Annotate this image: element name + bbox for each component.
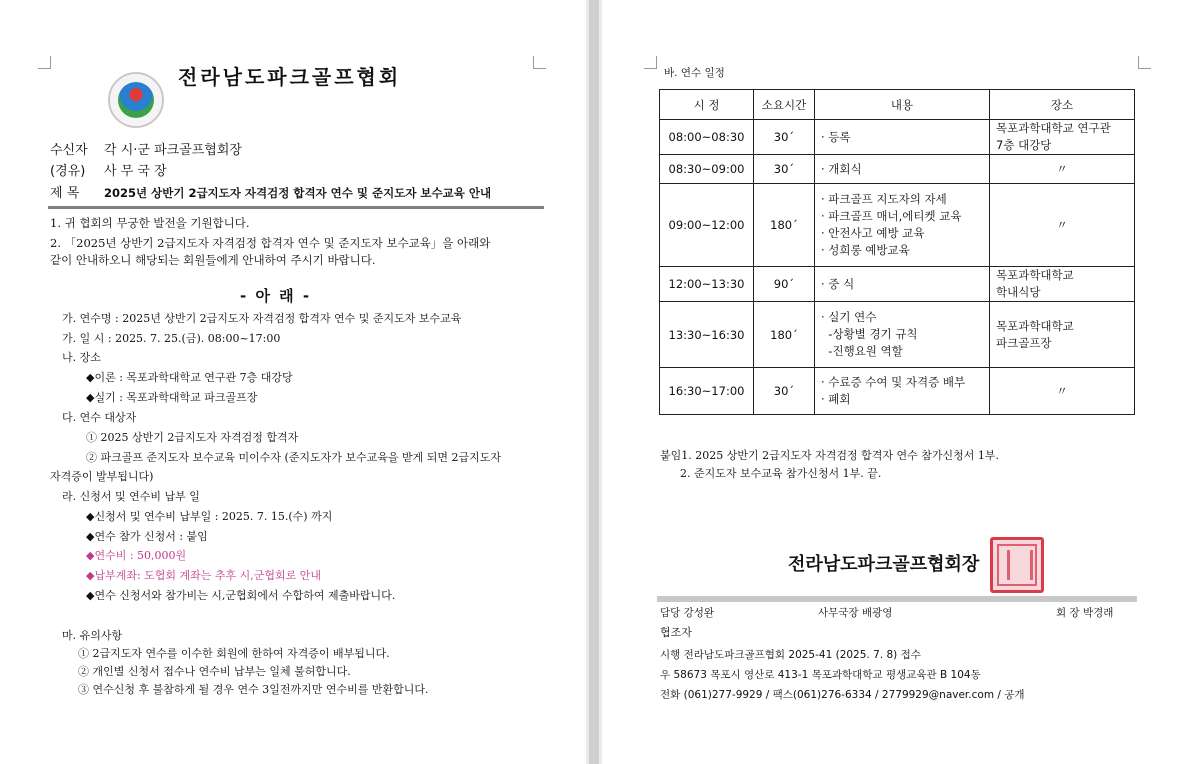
cell-content: [815, 120, 990, 155]
content-line: · 수료증 수여 및 자격증 배부: [821, 375, 966, 389]
crop-mark-top-left-2: [644, 56, 657, 69]
paragraph-2-line-2: 같이 안내하오니 해당되는 회원들에게 안내하여 주시기 바랍니다.: [50, 253, 376, 267]
place-line: 〃: [1056, 383, 1068, 398]
content-line: · 등록: [821, 129, 851, 144]
table-header-row: [660, 90, 1135, 120]
cell-time: 12:00~13:30: [660, 267, 754, 302]
place-line: 〃: [1056, 217, 1068, 232]
staff-manager: 담당 강성완: [660, 607, 715, 619]
place-line: 7층 대강당: [996, 138, 1052, 152]
crop-mark-top-right-2: [1138, 56, 1151, 69]
ma-item-2: ② 개인별 신청서 접수나 연수비 납부는 일체 불허합니다.: [78, 665, 351, 678]
org-title: 전라남도파크골프협회: [178, 65, 402, 89]
table-row: [660, 368, 1135, 415]
cell-content: [815, 184, 990, 267]
below-heading: - 아 래 -: [240, 287, 312, 305]
ga-training-name: 가. 연수명 : 2025년 상반기 2급지도자 자격검정 합격자 연수 및 준지도자 보수교육: [62, 312, 462, 325]
ra-apply-heading: 라. 신청서 및 연수비 납부 일: [62, 490, 200, 503]
staff-secretary: 사무국장 배광영: [818, 607, 893, 619]
via-value: 사 무 국 장: [104, 164, 167, 179]
ra-form: ◆연수 참가 신청서 : 붙임: [86, 530, 208, 543]
da-target-heading: 다. 연수 대상자: [62, 411, 137, 424]
recipient-label: 수신자: [50, 143, 88, 158]
recipient-value: 각 시·군 파크골프협회장: [104, 143, 242, 158]
da-item-2: ② 파크골프 준지도자 보수교육 미이수자 (준지도자가 보수교육을 받게 되면 2급지도자: [86, 451, 502, 464]
table-row: [660, 302, 1135, 368]
cell-place: [990, 267, 1135, 302]
content-line: · 성희롱 예방교육: [821, 243, 910, 257]
cell-content: [815, 368, 990, 415]
table-row: [660, 120, 1135, 155]
crop-mark-top-left: [38, 56, 51, 69]
subject-value: 2025년 상반기 2급지도자 자격검정 합격자 연수 및 준지도자 보수교육 안내: [104, 186, 492, 200]
schedule-heading: 바. 연수 일정: [664, 67, 725, 79]
content-line: · 폐회: [821, 392, 851, 406]
schedule-table: [659, 89, 1135, 415]
attachment-2: 2. 준지도자 보수교육 참가신청서 1부. 끝.: [680, 467, 882, 480]
crop-mark-top-right: [533, 56, 546, 69]
cell-content: [815, 155, 990, 184]
na-place-heading: 나. 장소: [62, 351, 101, 364]
table-row: [660, 155, 1135, 184]
ra-account: ◆납부계좌: 도협회 계좌는 추후 시,군협회로 안내: [86, 569, 322, 582]
via-label: (경유): [50, 164, 86, 179]
place-line: 목포과학대학교: [996, 268, 1074, 282]
cell-content: [815, 302, 990, 368]
place-line: 목포과학대학교: [996, 318, 1074, 333]
postal-address: 우 58673 목포시 영산로 413-1 목포과학대학교 평생교육관 B 104동: [660, 669, 981, 681]
cell-place: [990, 368, 1135, 415]
contact-line: 전화 (061)277-9929 / 팩스(061)276-6334 / 2779929@naver.com / 공개: [660, 689, 1025, 701]
col-header-content: 내용: [815, 90, 990, 120]
footer-divider: [657, 596, 1137, 602]
ma-item-3: ③ 연수신청 후 불참하게 될 경우 연수 3일전까지만 연수비를 반환합니다.: [78, 683, 429, 696]
cell-duration: 180´: [754, 184, 815, 267]
place-line: 학내식당: [996, 285, 1041, 299]
content-line: -진행요원 역할: [821, 344, 903, 358]
cell-duration: 180´: [754, 302, 815, 368]
content-line: · 파크골프 지도자의 자세: [821, 192, 947, 206]
cell-place: [990, 155, 1135, 184]
da-item-1: ① 2025 상반기 2급지도자 자격검정 합격자: [86, 431, 299, 444]
paragraph-1: 1. 귀 협회의 무궁한 발전을 기원합니다.: [50, 216, 250, 230]
na-practice: ◆실기 : 목포과학대학교 파크골프장: [86, 391, 258, 404]
document-page-left: [0, 0, 586, 764]
col-header-duration: 소요시간: [754, 90, 815, 120]
da-item-2-cont: 자격증이 발부됩니다): [50, 470, 154, 483]
cell-duration: 30´: [754, 155, 815, 184]
official-seal: [990, 537, 1044, 593]
cell-place: [990, 302, 1135, 368]
subject-label: 제 목: [50, 186, 80, 201]
ma-item-1: ① 2급지도자 연수를 이수한 회원에 한하여 자격증이 배부됩니다.: [78, 647, 390, 660]
association-logo: [108, 72, 164, 128]
col-header-place: 장소: [990, 90, 1135, 120]
ra-submit: ◆연수 신청서와 참가비는 시,군협회에서 수합하여 제출바랍니다.: [86, 589, 396, 602]
cell-duration: 90´: [754, 267, 815, 302]
content-line: · 중 식: [821, 276, 855, 291]
cell-place: [990, 184, 1135, 267]
cell-time: 16:30~17:00: [660, 368, 754, 415]
table-row: [660, 184, 1135, 267]
place-line: 목포과학대학교 연구관: [996, 121, 1111, 135]
cell-content: [815, 267, 990, 302]
ga-date: 가. 일 시 : 2025. 7. 25.(금). 08:00~17:00: [62, 332, 281, 345]
na-theory: ◆이론 : 목포과학대학교 연구관 7층 대강당: [86, 371, 293, 384]
content-line: · 파크골프 매너,에티켓 교육: [821, 209, 962, 223]
paragraph-2-line-1: 2. 「2025년 상반기 2급지도자 자격검정 합격자 연수 및 준지도자 보수교육」을 아래와: [50, 236, 491, 250]
cell-time: 13:30~16:30: [660, 302, 754, 368]
document-number: 시행 전라남도파크골프협회 2025-41 (2025. 7. 8) 접수: [660, 649, 921, 661]
content-line: · 개회식: [821, 161, 862, 176]
content-line: · 실기 연수: [821, 310, 877, 324]
cell-time: 08:30~09:00: [660, 155, 754, 184]
signature-title: 전라남도파크골프협회장: [788, 554, 980, 575]
cell-time: 08:00~08:30: [660, 120, 754, 155]
ra-fee: ◆연수비 : 50,000원: [86, 549, 187, 562]
ra-deadline: ◆신청서 및 연수비 납부일 : 2025. 7. 15.(수) 까지: [86, 510, 333, 523]
content-line: · 안전사고 예방 교육: [821, 226, 925, 240]
ma-notes-heading: 마. 유의사항: [62, 629, 123, 642]
cell-duration: 30´: [754, 120, 815, 155]
subject-divider: [48, 206, 544, 209]
staff-president: 회 장 박경래: [1056, 607, 1114, 619]
cell-time: 09:00~12:00: [660, 184, 754, 267]
table-row: [660, 267, 1135, 302]
cell-duration: 30´: [754, 368, 815, 415]
cooperator: 협조자: [660, 626, 692, 639]
attachment-1: 붙임1. 2025 상반기 2급지도자 자격검정 합격자 연수 참가신청서 1부.: [660, 449, 999, 462]
place-line: 〃: [1056, 161, 1068, 176]
content-line: -상황별 경기 규칙: [821, 327, 918, 341]
place-line: 파크골프장: [996, 335, 1052, 350]
page-gutter: [586, 0, 602, 764]
cell-place: [990, 120, 1135, 155]
col-header-time: 시 정: [660, 90, 754, 120]
